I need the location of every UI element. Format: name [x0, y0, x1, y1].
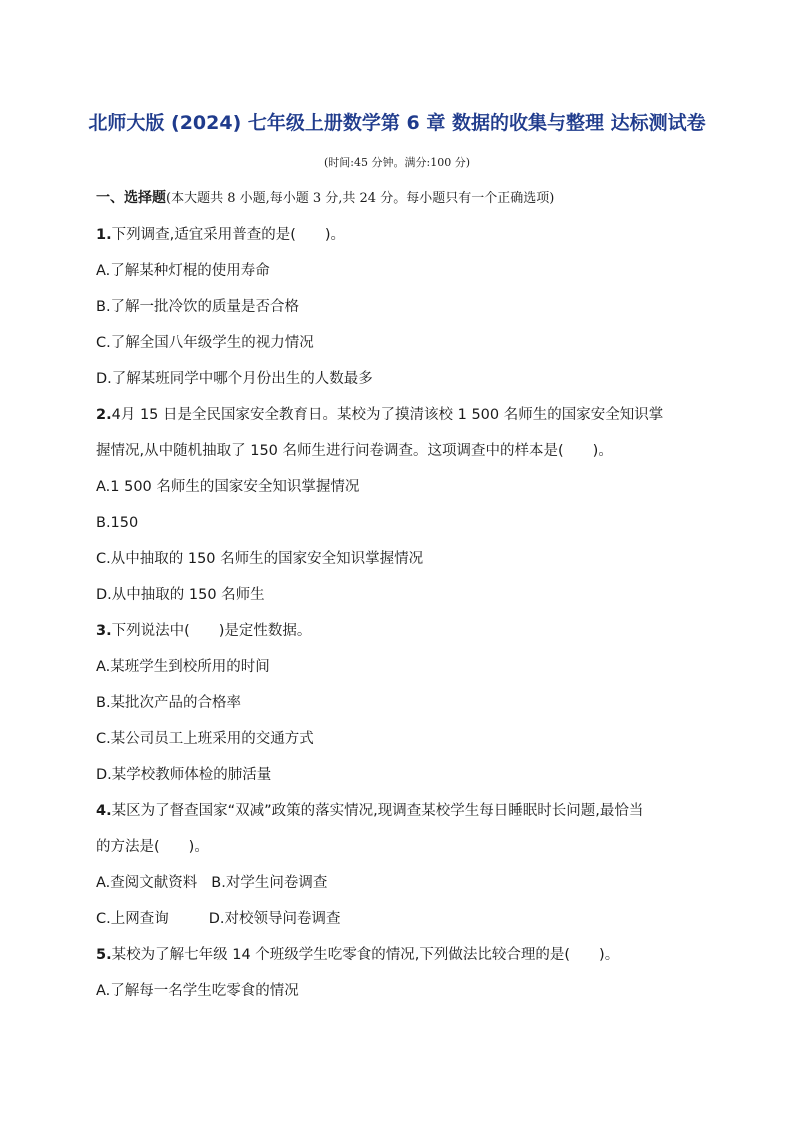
question-number: 4. — [96, 803, 112, 819]
question-4-options-row-2 — [96, 909, 706, 929]
question-4-option-d: D.对校领导问卷调查 — [208, 911, 341, 927]
question-number: 2. — [96, 407, 112, 423]
question-1-option-b: B.了解一批冷饮的质量是否合格 — [96, 299, 300, 315]
question-3-stem — [96, 621, 706, 641]
question-text: 4月 15 日是全民国家安全教育日。某校为了摸清该校 1 500 名师生的国家安全知识掌 — [111, 407, 664, 423]
question-2-stem-line-2: 握情况,从中随机抽取了 150 名师生进行问卷调查。这项调查中的样本是( )。 — [96, 443, 613, 459]
question-2-option-c: C.从中抽取的 150 名师生的国家安全知识掌握情况 — [96, 551, 424, 567]
question-1-option-c: C.了解全国八年级学生的视力情况 — [96, 335, 314, 351]
question-4-options-row-1 — [96, 873, 706, 893]
question-2-option-d: D.从中抽取的 150 名师生 — [96, 587, 265, 603]
question-2-stem-line-1 — [96, 405, 706, 425]
question-4-option-b: B.对学生问卷调查 — [211, 875, 328, 891]
question-3-option-d: D.某学校教师体检的肺活量 — [96, 767, 272, 783]
question-2-option-a: A.1 500 名师生的国家安全知识掌握情况 — [96, 479, 360, 495]
page-title: 北师大版 (2024) 七年级上册数学第 6 章 数据的收集与整理 达标测试卷 — [88, 112, 706, 134]
section-heading — [96, 188, 706, 209]
section-note: (本大题共 8 小题,每小题 3 分,共 24 分。每小题只有一个正确选项) — [166, 191, 555, 206]
question-number: 3. — [96, 623, 112, 639]
question-text: 某区为了督查国家“双减”政策的落实情况,现调查某校学生每日睡眠时长问题,最恰当 — [111, 803, 644, 819]
question-4-stem-line-1 — [96, 801, 706, 821]
question-5-option-a: A.了解每一名学生吃零食的情况 — [96, 983, 299, 999]
question-2-option-b: B.150 — [96, 515, 139, 531]
question-1-option-a: A.了解某种灯棍的使用寿命 — [96, 263, 270, 279]
question-1-stem — [96, 225, 706, 245]
question-3-option-b: B.某批次产品的合格率 — [96, 695, 242, 711]
question-3-option-c: C.某公司员工上班采用的交通方式 — [96, 731, 314, 747]
exam-time-score: (时间:45 分钟。满分:100 分) — [324, 156, 470, 169]
question-text: 某校为了解七年级 14 个班级学生吃零食的情况,下列做法比较合理的是( )。 — [111, 947, 620, 963]
question-text: 下列说法中( )是定性数据。 — [111, 623, 312, 639]
question-5-stem — [96, 945, 706, 965]
question-3-option-a: A.某班学生到校所用的时间 — [96, 659, 270, 675]
question-4-option-c: C.上网查询 — [96, 911, 169, 927]
question-text: 下列调查,适宜采用普查的是( )。 — [111, 227, 346, 243]
question-number: 5. — [96, 947, 112, 963]
question-4-option-a: A.查阅文献资料 — [96, 875, 198, 891]
section-title: 一、选择题 — [96, 190, 166, 206]
question-4-stem-line-2: 的方法是( )。 — [96, 839, 209, 855]
question-1-option-d: D.了解某班同学中哪个月份出生的人数最多 — [96, 371, 373, 387]
question-number: 1. — [96, 227, 112, 243]
